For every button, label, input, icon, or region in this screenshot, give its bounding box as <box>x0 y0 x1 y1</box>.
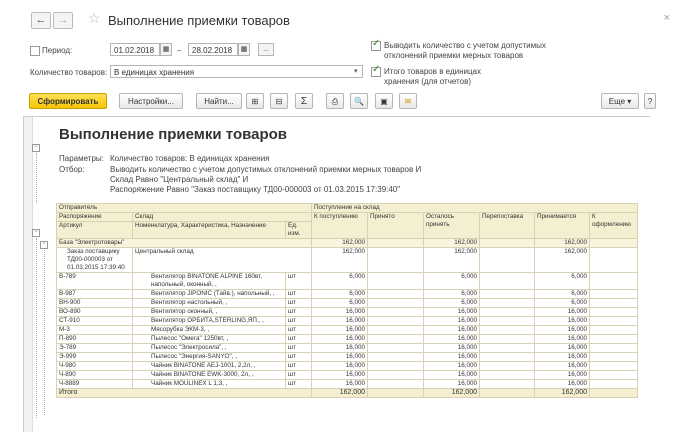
item-overdelivery <box>480 371 535 380</box>
item-to-register <box>590 371 638 380</box>
row-gutter <box>24 117 33 432</box>
item-being-accepted: 16,000 <box>535 308 590 317</box>
col-accepted: Принято <box>368 213 424 239</box>
item-overdelivery <box>480 290 535 299</box>
item-unit: шт <box>286 362 312 371</box>
item-overdelivery <box>480 353 535 362</box>
order-warehouse: Центральный склад <box>133 248 312 273</box>
report-title: Выполнение приемки товаров <box>59 126 288 143</box>
item-unit: шт <box>286 308 312 317</box>
col-to-receive: К поступлению <box>312 213 368 239</box>
col-unit: Ед. изм. <box>286 222 312 239</box>
group-tree-line <box>36 238 37 418</box>
params-tree-line <box>36 153 37 203</box>
close-icon[interactable]: × <box>663 12 670 24</box>
item-to-receive: 6,000 <box>312 273 368 290</box>
filter-line-1: Выводить количество с учетом допустимых отклонений приемки мерных товаров И <box>110 165 422 174</box>
item-overdelivery <box>480 344 535 353</box>
item-being-accepted: 6,000 <box>535 290 590 299</box>
period-label: Период: <box>42 46 73 55</box>
item-overdelivery <box>480 335 535 344</box>
item-article: Ч-980 <box>57 362 133 371</box>
item-to-register <box>590 380 638 389</box>
item-accepted <box>368 353 424 362</box>
table-row[interactable] <box>57 380 638 389</box>
item-to-receive: 16,000 <box>312 326 368 335</box>
item-accepted <box>368 362 424 371</box>
item-remaining: 16,000 <box>424 317 480 326</box>
generate-button[interactable]: Сформировать <box>29 93 107 109</box>
preview-icon[interactable]: 🔍 <box>350 93 368 109</box>
table-row[interactable] <box>57 308 638 317</box>
find-button[interactable]: Найти... <box>196 93 242 109</box>
sum-button[interactable]: Σ <box>295 93 313 109</box>
item-accepted <box>368 317 424 326</box>
col-warehouse: Склад <box>133 213 312 222</box>
item-remaining: 16,000 <box>424 335 480 344</box>
collapse-group-icon[interactable]: − <box>32 229 40 237</box>
item-remaining: 16,000 <box>424 308 480 317</box>
qty-select[interactable]: В единицах хранения <box>110 65 363 78</box>
item-to-register <box>590 308 638 317</box>
item-remaining: 16,000 <box>424 326 480 335</box>
item-accepted <box>368 326 424 335</box>
item-unit: шт <box>286 353 312 362</box>
subgroup-tree-line <box>44 250 45 415</box>
item-accepted <box>368 290 424 299</box>
calendar-from-icon[interactable]: ▦ <box>160 43 172 56</box>
group-being-accepted: 162,000 <box>535 239 590 248</box>
item-being-accepted: 16,000 <box>535 380 590 389</box>
item-to-receive: 6,000 <box>312 290 368 299</box>
item-overdelivery <box>480 317 535 326</box>
item-article: СТ-910 <box>57 317 133 326</box>
item-name: Вентилятор JIPONIC (Тайв.), напольный, , <box>133 290 286 299</box>
item-unit: шт <box>286 380 312 389</box>
item-accepted <box>368 299 424 308</box>
item-overdelivery <box>480 299 535 308</box>
calendar-to-icon[interactable]: ▦ <box>238 43 250 56</box>
item-being-accepted: 16,000 <box>535 317 590 326</box>
item-accepted <box>368 335 424 344</box>
item-accepted <box>368 308 424 317</box>
more-label: Еще <box>608 97 626 106</box>
item-to-register <box>590 335 638 344</box>
item-being-accepted: 6,000 <box>535 299 590 308</box>
chevron-down-icon[interactable]: ▾ <box>354 68 358 75</box>
item-unit: шт <box>286 344 312 353</box>
total-remaining: 162,000 <box>424 389 480 398</box>
period-checkbox[interactable] <box>30 46 40 56</box>
group-remaining: 162,000 <box>424 239 480 248</box>
item-to-receive: 16,000 <box>312 344 368 353</box>
params-label: Параметры: <box>59 154 104 163</box>
item-article: ВО-890 <box>57 308 133 317</box>
collapse-groups-icon[interactable]: ⊟ <box>270 93 288 109</box>
date-separator: – <box>177 46 182 55</box>
collapse-subgroup-icon[interactable]: − <box>40 241 48 249</box>
order-to-receive: 162,000 <box>312 248 368 273</box>
item-article: П-890 <box>57 335 133 344</box>
col-nomenclature: Номенклатура, Характеристика, Назначение <box>133 222 286 239</box>
item-unit: шт <box>286 317 312 326</box>
item-remaining: 16,000 <box>424 380 480 389</box>
filter-line-2: Склад Равно "Центральный склад" И <box>110 175 249 184</box>
item-name: Пылесос "Электросила", , <box>133 344 286 353</box>
item-unit: шт <box>286 326 312 335</box>
date-to-input[interactable]: 28.02.2018 <box>188 43 238 56</box>
item-article: Э-789 <box>57 344 133 353</box>
filter-line-3: Распоряжение Равно "Заказ поставщику ТД00-000003 от 01.03.2015 17:39:40" <box>110 185 401 194</box>
item-remaining: 16,000 <box>424 344 480 353</box>
item-remaining: 6,000 <box>424 299 480 308</box>
item-being-accepted: 16,000 <box>535 344 590 353</box>
qty-label: Количество товаров: <box>30 68 108 77</box>
table-row[interactable] <box>57 273 638 290</box>
col-being-accepted: Принимается <box>535 213 590 239</box>
item-being-accepted: 16,000 <box>535 371 590 380</box>
item-to-receive: 16,000 <box>312 353 368 362</box>
item-overdelivery <box>480 273 535 290</box>
item-remaining: 16,000 <box>424 362 480 371</box>
back-button[interactable]: ← <box>31 12 51 29</box>
item-overdelivery <box>480 326 535 335</box>
item-article: В-987 <box>57 290 133 299</box>
date-from-input[interactable]: 01.02.2018 <box>110 43 160 56</box>
item-unit: шт <box>286 273 312 290</box>
item-remaining: 6,000 <box>424 273 480 290</box>
col-overdelivery: Перепоставка <box>480 213 535 239</box>
item-to-register <box>590 273 638 290</box>
option-total-label: Итого товаров в единицах хранения (для отчетов) <box>384 67 481 86</box>
item-accepted <box>368 344 424 353</box>
item-article: В-789 <box>57 273 133 290</box>
item-name: Вентилятор настольный, , <box>133 299 286 308</box>
help-icon[interactable]: ? <box>644 93 656 109</box>
item-being-accepted: 6,000 <box>535 273 590 290</box>
item-to-receive: 16,000 <box>312 335 368 344</box>
item-to-register <box>590 362 638 371</box>
order-being-accepted: 162,000 <box>535 248 590 273</box>
item-overdelivery <box>480 362 535 371</box>
item-name: Мясорубка ЭКМ-3, , <box>133 326 286 335</box>
item-name: Чайник MOULINEX L 1,3, , <box>133 380 286 389</box>
option-total-checkbox[interactable] <box>371 67 381 77</box>
item-unit: шт <box>286 371 312 380</box>
table-row[interactable] <box>57 371 638 380</box>
expand-groups-icon[interactable]: ⊞ <box>246 93 264 109</box>
table-row[interactable] <box>57 335 638 344</box>
table-row[interactable] <box>57 326 638 335</box>
item-article: Ч-8889 <box>57 380 133 389</box>
item-accepted <box>368 273 424 290</box>
total-being-accepted: 162,000 <box>535 389 590 398</box>
col-order: Распоряжение <box>57 213 133 222</box>
item-name: Чайник BINATONE AEJ-1001, 2,2л, , <box>133 362 286 371</box>
option-deviation-label: Выводить количество с учетом допустимых отклонений приемки мерных товаров <box>384 41 546 60</box>
item-overdelivery <box>480 380 535 389</box>
report-table <box>56 203 638 398</box>
table-row[interactable] <box>57 353 638 362</box>
table-row[interactable] <box>57 362 638 371</box>
total-label: Итого <box>57 389 312 398</box>
item-article: ВН-900 <box>57 299 133 308</box>
params-value: Количество товаров: В единицах хранения <box>110 154 270 163</box>
table-row[interactable] <box>57 344 638 353</box>
save-icon[interactable]: ▣ <box>375 93 393 109</box>
table-row[interactable] <box>57 317 638 326</box>
item-name: Пылесос "Энергия-SANYO", , <box>133 353 286 362</box>
group-to-receive: 162,000 <box>312 239 368 248</box>
forward-button[interactable]: → <box>53 12 73 29</box>
item-name: Вентилятор оконный, , <box>133 308 286 317</box>
table-row[interactable] <box>57 299 638 308</box>
item-to-receive: 16,000 <box>312 317 368 326</box>
item-article: М-3 <box>57 326 133 335</box>
col-receipt: Поступление на склад <box>312 204 638 213</box>
item-to-register <box>590 344 638 353</box>
item-name: Вентилятор ОРБИТА,STERLING,ЯП., , <box>133 317 286 326</box>
item-remaining: 16,000 <box>424 371 480 380</box>
item-to-receive: 16,000 <box>312 380 368 389</box>
more-button[interactable]: Еще ▾ <box>601 93 639 109</box>
item-overdelivery <box>480 308 535 317</box>
col-article: Артикул <box>57 222 133 239</box>
settings-button[interactable]: Настройки... <box>119 93 183 109</box>
item-unit: шт <box>286 299 312 308</box>
item-name: Вентилятор BINATONE ALPINE 160вт, напольный, оконный, , <box>133 273 286 290</box>
item-accepted <box>368 371 424 380</box>
col-sender: Отправитель <box>57 204 312 213</box>
group-sender[interactable]: База "Электротовары" <box>57 239 312 248</box>
item-being-accepted: 16,000 <box>535 335 590 344</box>
order-cell[interactable]: Заказ поставщику ТД00-000003 от 01.03.2015 17:39:40 <box>57 248 133 273</box>
item-article: Ч-890 <box>57 371 133 380</box>
col-remaining: Осталось принять <box>424 213 480 239</box>
item-to-receive: 16,000 <box>312 362 368 371</box>
item-to-receive: 16,000 <box>312 371 368 380</box>
filter-label: Отбор: <box>59 165 85 174</box>
favorite-star-icon[interactable]: ☆ <box>88 10 101 26</box>
report-area <box>23 116 650 432</box>
item-name: Чайник BINATONE EWK-3000, 2л, , <box>133 371 286 380</box>
item-to-register <box>590 299 638 308</box>
mail-icon[interactable]: ✉ <box>399 93 417 109</box>
period-select-button[interactable]: ... <box>258 43 274 56</box>
order-remaining: 162,000 <box>424 248 480 273</box>
collapse-params-icon[interactable]: − <box>32 144 40 152</box>
item-being-accepted: 16,000 <box>535 362 590 371</box>
item-to-register <box>590 326 638 335</box>
item-being-accepted: 16,000 <box>535 353 590 362</box>
item-to-receive: 16,000 <box>312 308 368 317</box>
item-unit: шт <box>286 335 312 344</box>
item-to-register <box>590 290 638 299</box>
option-deviation-checkbox[interactable] <box>371 41 381 51</box>
item-to-receive: 6,000 <box>312 299 368 308</box>
item-unit: шт <box>286 290 312 299</box>
page-title: Выполнение приемки товаров <box>108 13 290 28</box>
item-remaining: 6,000 <box>424 290 480 299</box>
print-icon[interactable]: ⎙ <box>326 93 344 109</box>
table-row[interactable] <box>57 290 638 299</box>
item-name: Пылесос "Омега" 1250вт, , <box>133 335 286 344</box>
item-to-register <box>590 353 638 362</box>
item-to-register <box>590 317 638 326</box>
item-article: Э-999 <box>57 353 133 362</box>
item-being-accepted: 16,000 <box>535 326 590 335</box>
total-to-receive: 162,000 <box>312 389 368 398</box>
item-remaining: 16,000 <box>424 353 480 362</box>
col-to-register: К оформлению <box>590 213 638 239</box>
item-accepted <box>368 380 424 389</box>
